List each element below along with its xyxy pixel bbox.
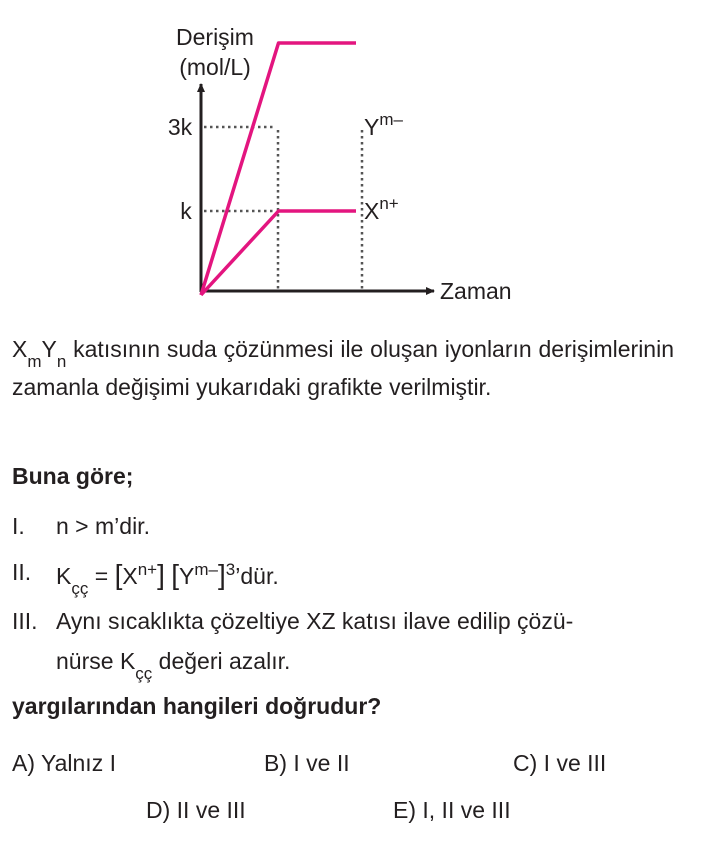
statement-3-line1: Aynı sıcaklıkta çözeltiye XZ katısı ilave edilip çözü- (56, 608, 574, 634)
lead-text: Buna göre; (12, 463, 134, 489)
y-tick-label-k: k (180, 198, 192, 224)
option-b[interactable]: B) I ve II (264, 750, 350, 776)
statement-1-number: I. (12, 513, 25, 539)
concentration-chart (0, 0, 705, 320)
series-label-x: $X^{n+}$ (364, 194, 399, 224)
formula-xmyn: $X_mY_n$ (12, 336, 67, 371)
series-label-y: $Y^{m-}$ (364, 110, 403, 140)
question-stem (12, 330, 674, 406)
option-a[interactable]: A) Yalnız I (12, 750, 116, 776)
option-e[interactable]: E) I, II ve III (393, 797, 511, 823)
x-axis-label: Zaman (440, 278, 512, 304)
statement-3-number: III. (12, 608, 38, 634)
y-axis-label-line2: (mol/L) (179, 54, 251, 80)
statement-2-number: II. (12, 559, 32, 585)
option-d[interactable]: D) II ve III (146, 797, 246, 823)
stem-text: katısının suda çözünmesi ile oluşan iyonların derişimlerinin zamanla değişimi yukarıdaki grafikte verilmiştir. (12, 336, 674, 400)
option-c[interactable]: C) I ve III (513, 750, 607, 776)
y-axis-label-line1: Derişim (176, 24, 254, 50)
statement-2-equation: $K_{çç} = [X^{n+}]$ $[Y^{m-}]^3’dür$. (56, 559, 279, 598)
statement-3-line2: nürse $K_{çç}$ değeri azalır. (56, 648, 291, 683)
question-text: yargılarından hangileri doğrudur? (12, 693, 382, 719)
y-tick-label-3k: 3k (167, 114, 193, 140)
statement-1-text: n > m’dir. (56, 513, 150, 539)
